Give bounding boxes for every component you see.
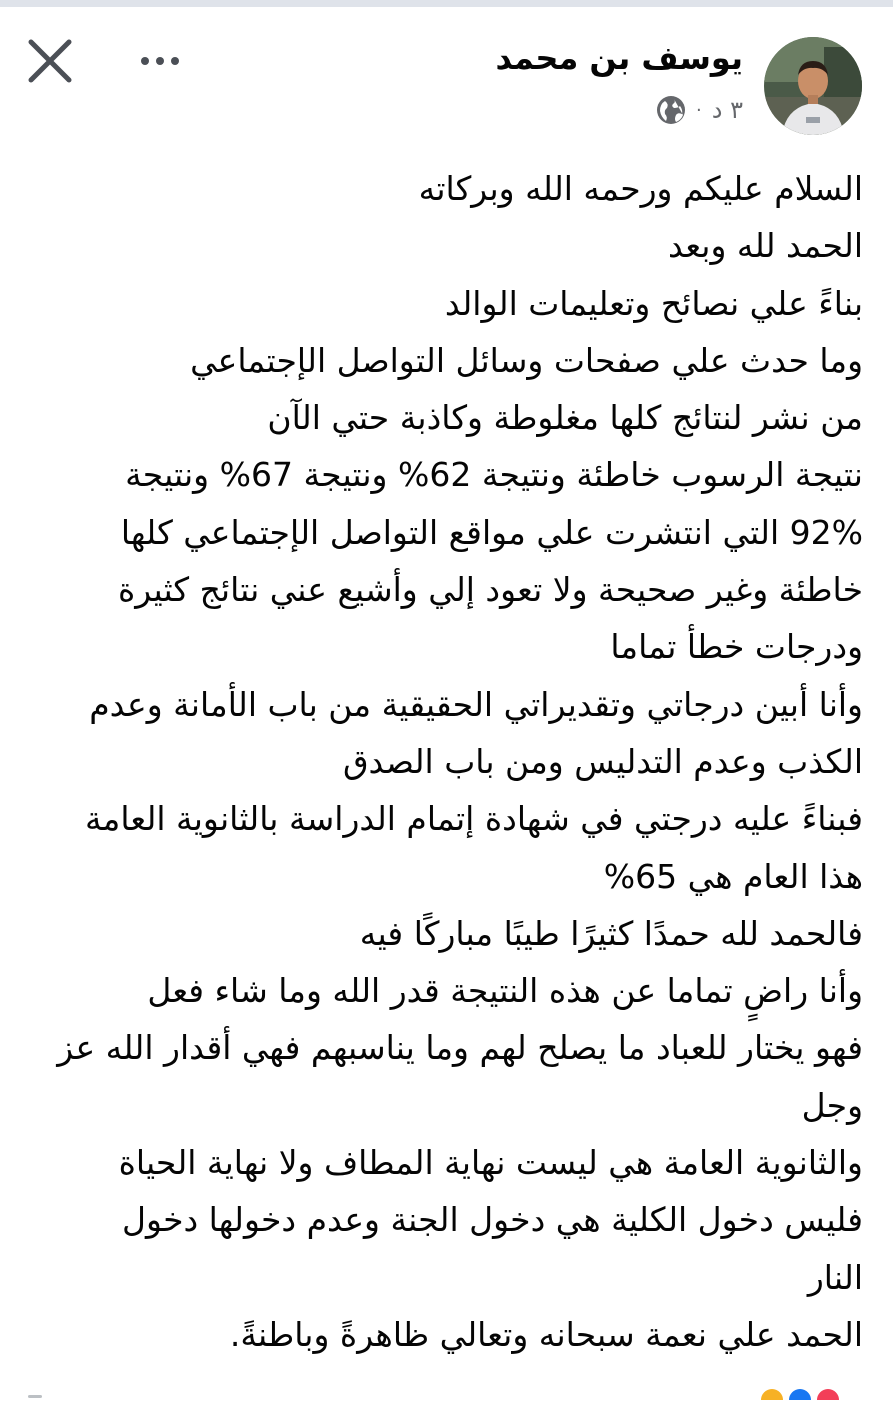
more-options-icon: [141, 57, 149, 65]
reactions-bar[interactable]: [0, 1384, 893, 1400]
post-text-line: الكذب وعدم التدليس ومن باب الصدق: [342, 741, 863, 781]
more-options-dot: [171, 57, 179, 65]
author-avatar[interactable]: [764, 37, 862, 135]
post-text-line: نتيجة الرسوب خاطئة ونتيجة 62% ونتيجة 67% ونتيجة: [125, 455, 863, 495]
top-status-strip: [0, 0, 893, 7]
post-text-line: الحمد علي نعمة سبحانه وتعالي ظاهرةً وباطنةً.: [229, 1314, 863, 1354]
post-text-line: هذا العام هي 65%: [603, 856, 863, 896]
close-button[interactable]: [26, 37, 74, 85]
reaction-icons: [0, 1384, 893, 1400]
more-options-dot: [156, 57, 164, 65]
post-text-line: من نشر لنتائج كلها مغلوطة وكاذبة حتي الآن: [267, 398, 863, 438]
post-text-line: ودرجات خطأ تماما: [610, 627, 863, 667]
post-text-line: فليس دخول الكلية هي دخول الجنة وعدم دخولها دخول: [122, 1200, 863, 1240]
meta-separator: ·: [696, 99, 702, 121]
post-text-line: النار: [807, 1257, 863, 1297]
close-icon: [26, 37, 74, 85]
avatar-photo: [764, 37, 862, 135]
haha-reaction-icon: [761, 1389, 783, 1400]
reaction-count-stub: [28, 1395, 42, 1398]
post-text-line: وأنا أبين درجاتي وتقديراتي الحقيقية من باب الأمانة وعدم: [89, 684, 863, 724]
post-text-line: بناءً علي نصائح وتعليمات الوالد: [444, 283, 863, 323]
post-text-line: والثانوية العامة هي ليست نهاية المطاف ولا نهاية الحياة: [118, 1143, 863, 1183]
post-text-line: خاطئة وغير صحيحة ولا تعود إلي وأشيع عني نتائج كثيرة: [118, 570, 863, 610]
post-text-line: وما حدث علي صفحات وسائل التواصل الإجتماعي: [190, 340, 863, 380]
post-header: [0, 7, 893, 142]
like-reaction-icon: [789, 1389, 811, 1400]
post-timestamp[interactable]: ٣ د: [711, 96, 743, 124]
post-text-line: الحمد لله وبعد: [668, 226, 863, 266]
post-text: [18, 160, 863, 1363]
post-text-line: وجل: [801, 1085, 863, 1125]
post-text-line: فهو يختار للعباد ما يصلح لهم وما يناسبهم فهي أقدار الله عز: [57, 1028, 863, 1068]
author-name[interactable]: يوسف بن محمد: [495, 39, 743, 77]
more-options-button[interactable]: [132, 43, 188, 79]
post-text-line: فبناءً عليه درجتي في شهادة إتمام الدراسة بالثانوية العامة: [84, 799, 863, 839]
post-text-line: فالحمد لله حمدًا كثيرًا طيبًا مباركًا فيه: [359, 913, 863, 953]
post-text-line: وأنا راضٍ تماما عن هذه النتيجة قدر الله وما شاء فعل: [147, 971, 863, 1011]
globe-icon[interactable]: [656, 95, 686, 125]
love-reaction-icon: [817, 1389, 839, 1400]
post-meta: [656, 95, 743, 125]
post-text-line: 92% التي انتشرت علي مواقع التواصل الإجتماعي كلها: [120, 512, 863, 552]
post-text-line: السلام عليكم ورحمه الله وبركاته: [418, 169, 863, 208]
